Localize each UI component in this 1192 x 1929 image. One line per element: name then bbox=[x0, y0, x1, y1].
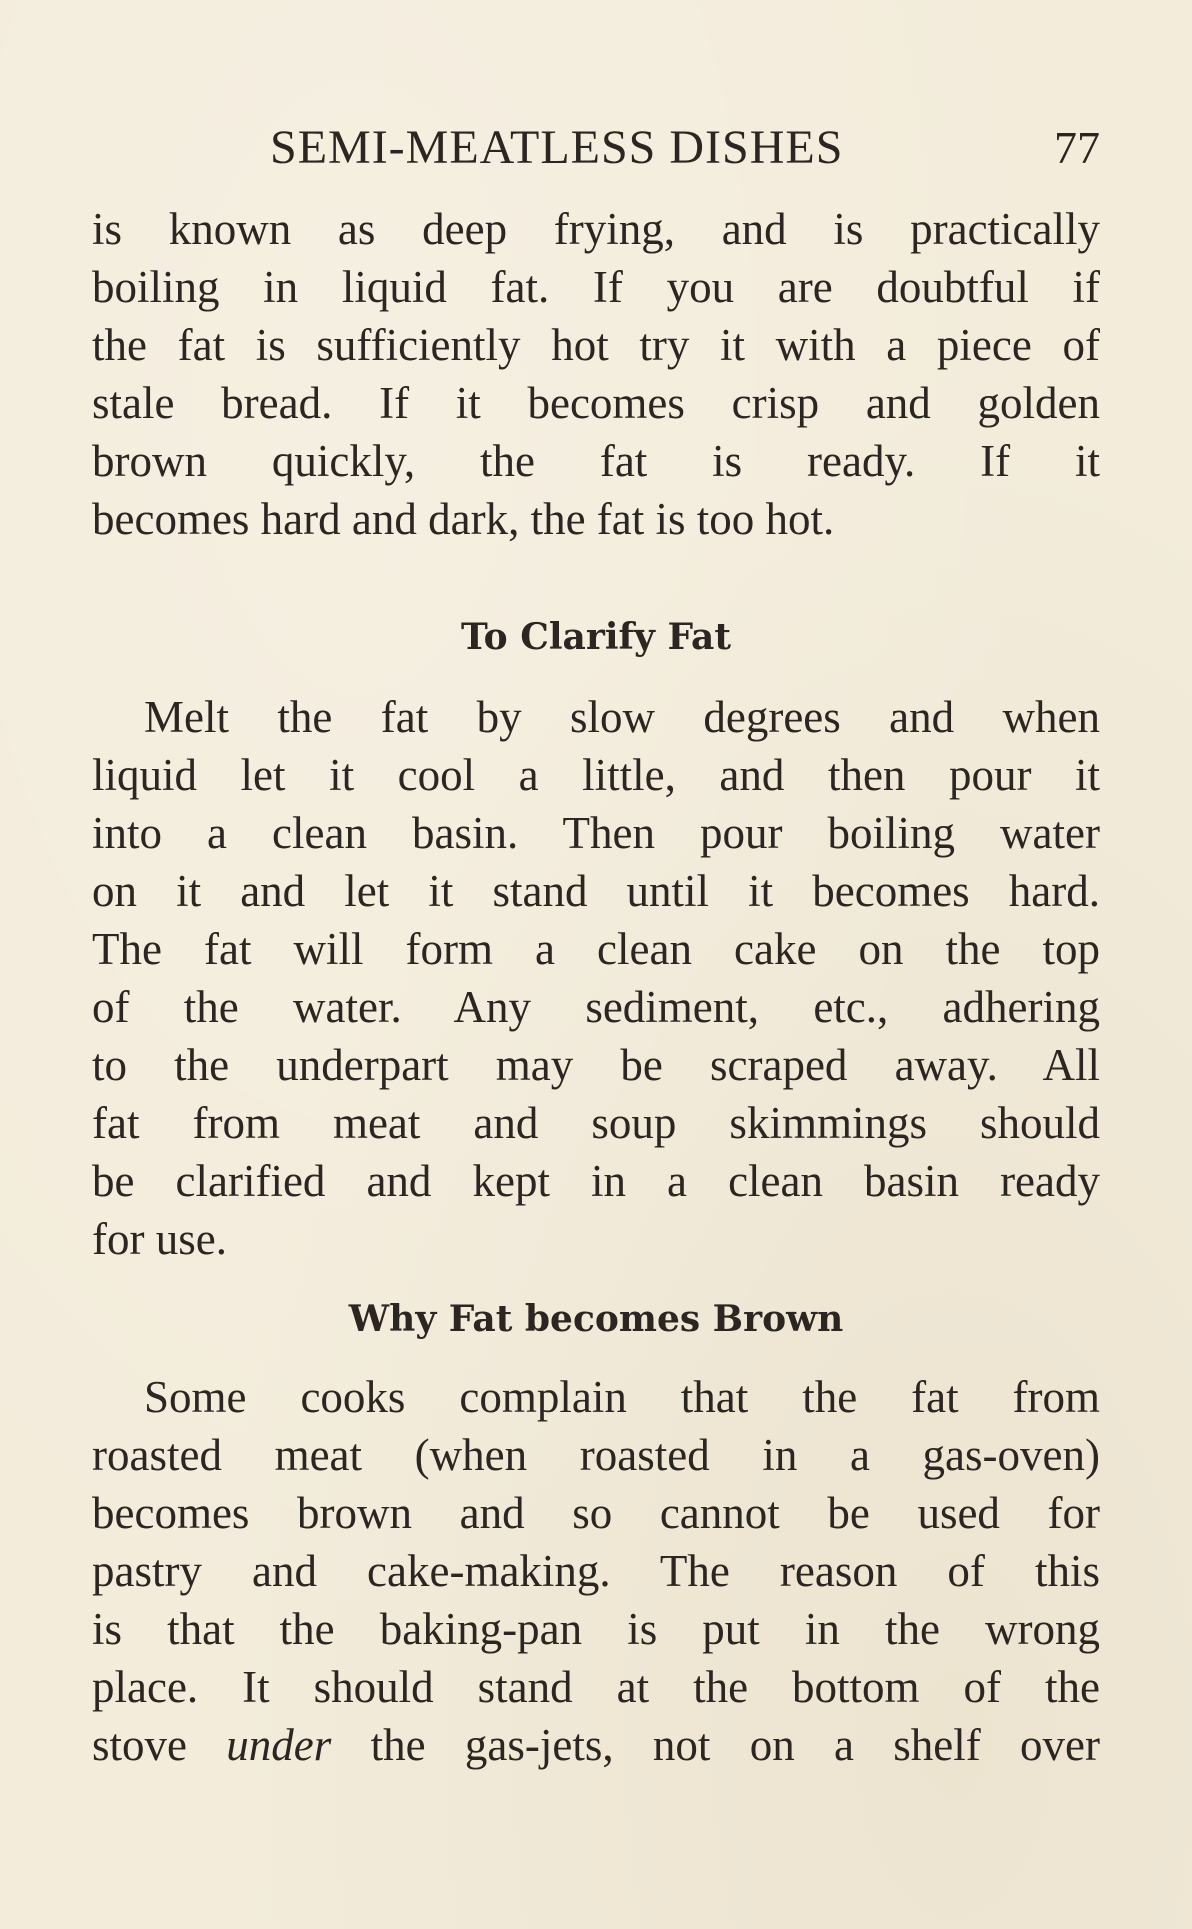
paragraph-fat-brown bbox=[92, 1368, 1100, 1774]
paragraph-clarify-fat bbox=[92, 688, 1100, 1268]
text-line: into a clean basin. Then pour boiling water bbox=[92, 808, 1100, 858]
text-line: Melt the fat by slow degrees and when bbox=[144, 692, 1100, 742]
text-fragment: the gas-jets, not on a shelf over bbox=[331, 1720, 1100, 1770]
text-line: to the underpart may be scraped away. All bbox=[92, 1040, 1100, 1090]
text-line: The fat will form a clean cake on the top bbox=[92, 924, 1100, 974]
text-line: for use. bbox=[92, 1214, 227, 1264]
text-line: fat from meat and soup skimmings should bbox=[92, 1098, 1100, 1148]
page-number: 77 bbox=[1054, 122, 1100, 173]
text-line: roasted meat (when roasted in a gas-oven) bbox=[92, 1430, 1100, 1480]
section-heading-clarify-fat: To Clarify Fat bbox=[461, 616, 731, 658]
text-line: Some cooks complain that the fat from bbox=[144, 1372, 1100, 1422]
text-line: pastry and cake-making. The reason of this bbox=[92, 1546, 1100, 1596]
emphasized-word: under bbox=[226, 1720, 332, 1770]
text-line: on it and let it stand until it becomes hard. bbox=[92, 866, 1100, 916]
text-line: liquid let it cool a little, and then pour it bbox=[92, 750, 1100, 800]
text-line: becomes brown and so cannot be used for bbox=[92, 1488, 1100, 1538]
text-line: stale bread. If it becomes crisp and golden bbox=[92, 378, 1100, 428]
text-fragment: stove bbox=[92, 1720, 227, 1770]
text-line: place. It should stand at the bottom of the bbox=[92, 1662, 1100, 1712]
text-line: be clarified and kept in a clean basin ready bbox=[92, 1156, 1100, 1206]
text-line: of the water. Any sediment, etc., adhering bbox=[92, 982, 1100, 1032]
section-heading-fat-brown: Why Fat becomes Brown bbox=[348, 1298, 844, 1340]
paragraph-continuation bbox=[92, 200, 1100, 548]
text-line: becomes hard and dark, the fat is too hot. bbox=[92, 494, 835, 544]
running-title: SEMI-MEATLESS DISHES bbox=[270, 121, 844, 174]
text-line: boiling in liquid fat. If you are doubtful if bbox=[92, 262, 1100, 312]
text-line: is that the baking-pan is put in the wrong bbox=[92, 1604, 1100, 1654]
text-line-final bbox=[92, 1716, 1100, 1774]
text-line: is known as deep frying, and is practically bbox=[92, 204, 1100, 254]
running-head bbox=[92, 118, 1100, 178]
text-line: the fat is sufficiently hot try it with a piece of bbox=[92, 320, 1100, 370]
text-line: brown quickly, the fat is ready. If it bbox=[92, 436, 1100, 486]
